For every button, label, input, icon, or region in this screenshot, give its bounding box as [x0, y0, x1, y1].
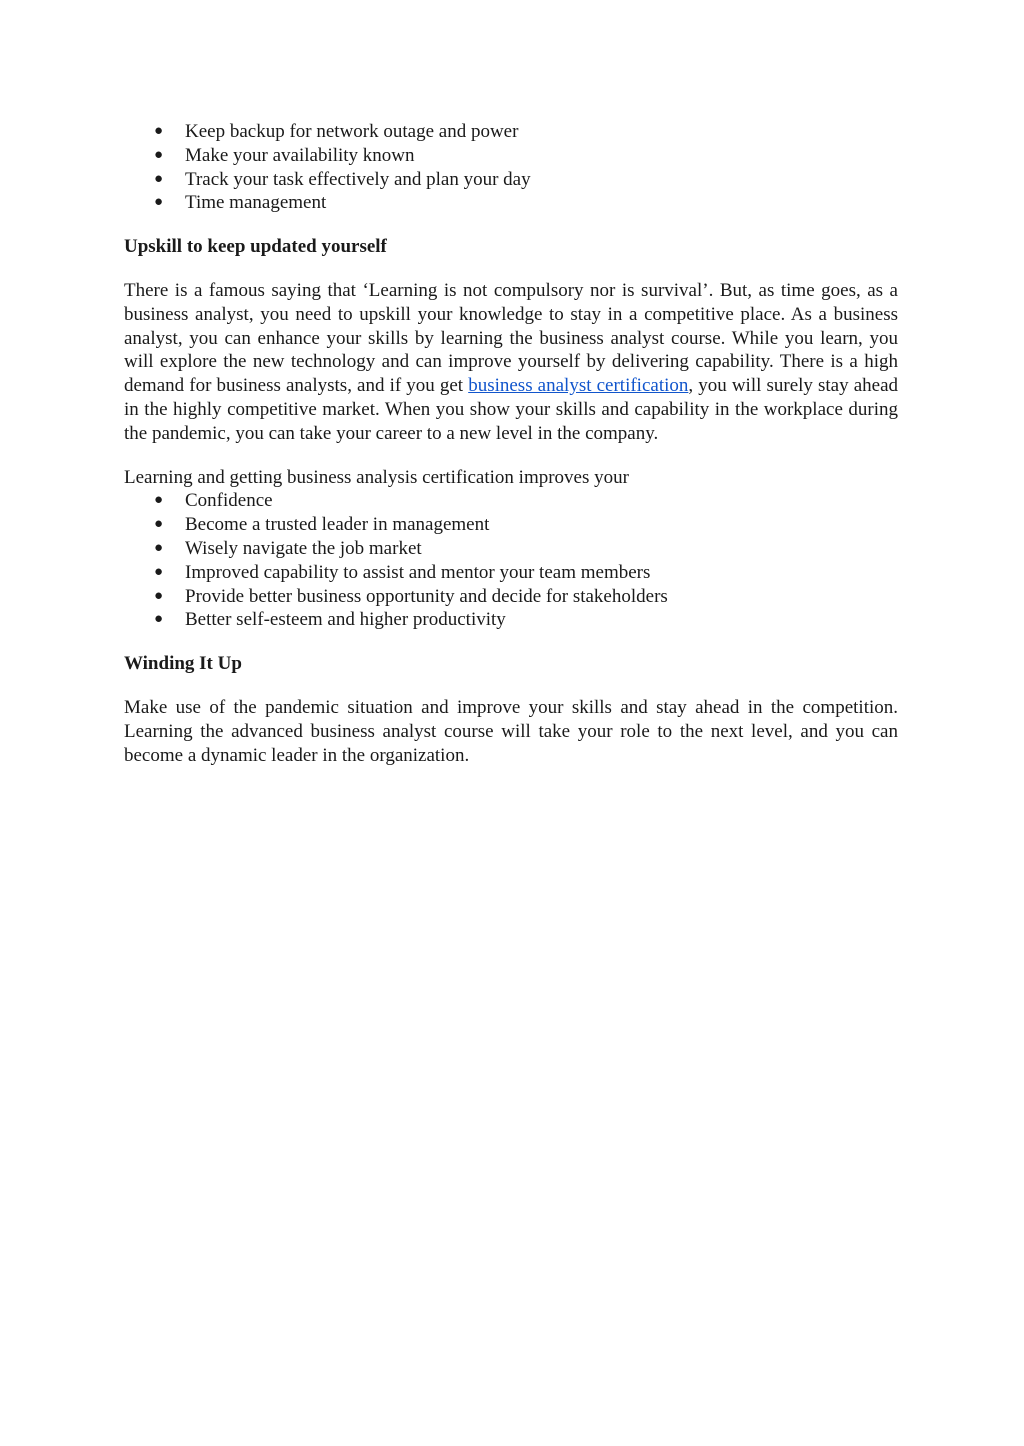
- list-item-text: Keep backup for network outage and power: [185, 121, 519, 142]
- list-item: [124, 608, 898, 632]
- list-item: [124, 168, 898, 192]
- list-item-text: Wisely navigate the job market: [185, 537, 422, 559]
- bullet-icon: ●: [154, 123, 164, 139]
- certification-link[interactable]: business analyst certification: [468, 375, 689, 397]
- bullet-icon: ●: [154, 563, 164, 580]
- document-page: [124, 120, 898, 767]
- bullet-icon: ●: [154, 539, 164, 556]
- section-heading-winding-up: Winding It Up: [124, 653, 242, 675]
- list-item: [124, 120, 898, 144]
- list-item-text: Better self-esteem and higher productivity: [185, 609, 506, 631]
- bullet-icon: ●: [154, 516, 164, 533]
- benefits-intro: Learning and getting business analysis certification improves your: [124, 466, 629, 488]
- list-item-text: Become a trusted leader in management: [185, 514, 490, 536]
- list-item-text: Improved capability to assist and mentor your team members: [185, 561, 651, 583]
- paragraph-text: , you will surely stay ahead in the highly competitive market. When you show your skills and capability in the workplace during the pandemic, you can take your career to a new level in the company.: [124, 375, 899, 444]
- benefits-list: [124, 489, 898, 632]
- conclusion-paragraph: Make use of the pandemic situation and improve your skills and stay ahead in the competition. Learning the advanced business analyst course will take your role to the next level, and you can become a dynamic leader in the organization.: [124, 696, 898, 766]
- list-item-text: Provide better business opportunity and decide for stakeholders: [185, 585, 668, 607]
- tips-list: [124, 120, 898, 215]
- bullet-icon: ●: [154, 587, 164, 604]
- paragraph-text: There is a famous saying that ‘Learning is not compulsory nor is survival’. But, as time goes, as a business analyst, you need to upskill your knowledge to stay in a competitive place. As a business analyst, you can enhance your skills by learning the business analyst course. While you learn, you will explore the new technology and can improve yourself by delivering capability. There is a high demand for business analysts, and if you get: [124, 279, 898, 397]
- list-item: [124, 513, 898, 537]
- section-heading-upskill: Upskill to keep updated yourself: [124, 236, 387, 258]
- list-item-text: Make your availability known: [185, 144, 415, 166]
- list-item-text: Confidence: [185, 490, 273, 512]
- bullet-icon: ●: [154, 194, 164, 211]
- bullet-icon: ●: [154, 170, 164, 187]
- list-item: [124, 191, 898, 215]
- bullet-icon: ●: [154, 492, 164, 509]
- list-item: [124, 585, 898, 609]
- bullet-icon: ●: [154, 146, 164, 163]
- list-item: [124, 537, 898, 561]
- list-item-text: Time management: [185, 192, 327, 214]
- upskill-paragraph: [124, 279, 898, 446]
- list-item: [124, 144, 898, 168]
- list-item: [124, 489, 898, 513]
- bullet-icon: ●: [154, 611, 164, 628]
- list-item: [124, 561, 898, 585]
- list-item-text: Track your task effectively and plan your day: [185, 168, 531, 190]
